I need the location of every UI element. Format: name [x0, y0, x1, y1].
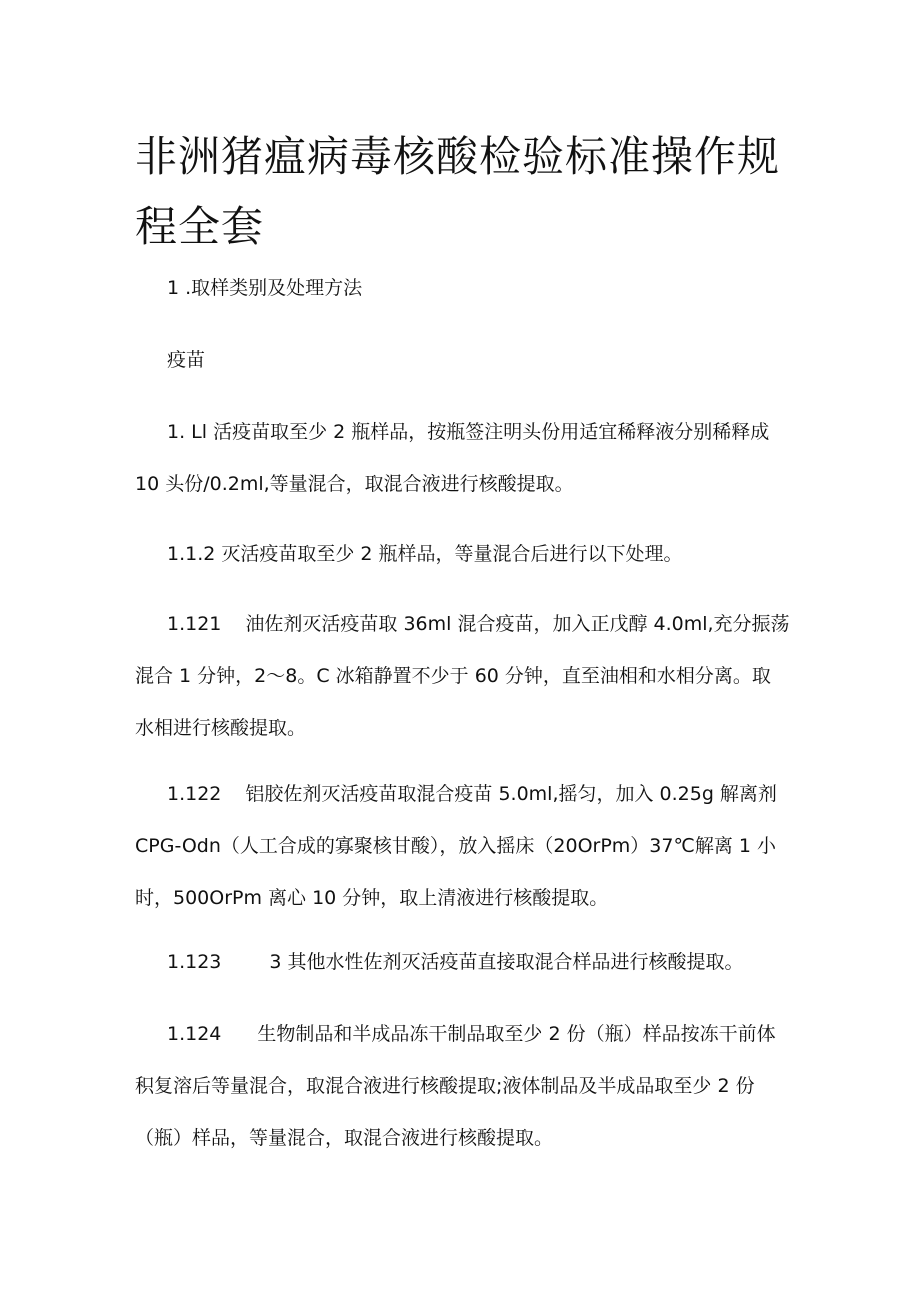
paragraph-line: CPG-Odn（人工合成的寡聚核甘酸），放入摇床（20OrPm）37℃解离 1 小 — [135, 835, 776, 857]
paragraph-1-122 — [135, 768, 795, 924]
clause-number: 1.121 — [167, 613, 222, 635]
paragraph-line: 铝胶佐剂灭活疫苗取混合疫苗 5.0ml,摇匀，加入 0.25g 解离剂 — [245, 783, 777, 805]
clause-number: 1.122 — [167, 783, 222, 805]
paragraph-1-1-2 — [135, 528, 795, 580]
paragraph-1-123 — [135, 936, 795, 988]
paragraph-line: 水相进行核酸提取。 — [135, 717, 307, 739]
clause-number: 1.123 — [167, 951, 222, 973]
subsection-heading: 疫苗 — [167, 349, 206, 371]
paragraph-line: 混合 1 分钟，2〜8。C 冰箱静置不少于 60 分钟，直至油相和水相分离。取 — [135, 665, 771, 687]
paragraph-line: 油佐剂灭活疫苗取 36ml 混合疫苗，加入正戊醇 4.0ml,充分振荡 — [245, 613, 790, 635]
title-line-1: 非洲猪瘟病毒核酸检验标准操作规 — [135, 132, 781, 181]
paragraph-line: 10 头份/0.2ml,等量混合，取混合液进行核酸提取。 — [135, 473, 574, 495]
clause-number: 1.124 — [167, 1023, 222, 1045]
paragraph-1-124 — [135, 1008, 795, 1164]
paragraph-line: （瓶）样品，等量混合，取混合液进行核酸提取。 — [135, 1127, 554, 1149]
document-title — [135, 122, 795, 262]
paragraph-line: 1.1.2 灭活疫苗取至少 2 瓶样品，等量混合后进行以下处理。 — [167, 543, 683, 565]
title-line-2: 程全套 — [135, 202, 265, 251]
paragraph-line: 积复溶后等量混合，取混合液进行核酸提取;液体制品及半成品取至少 2 份 — [135, 1075, 755, 1097]
paragraph-line: 3 其他水性佐剂灭活疫苗直接取混合样品进行核酸提取。 — [269, 951, 744, 973]
paragraph-line: 1. Ll 活疫苗取至少 2 瓶样品，按瓶签注明头份用适宜稀释液分别稀释成 — [167, 421, 770, 443]
paragraph-1-1-1 — [135, 406, 795, 510]
section-heading: 1 .取样类别及处理方法 — [167, 277, 363, 299]
paragraph-1-121 — [135, 598, 795, 754]
paragraph-line: 时，500OrPm 离心 10 分钟，取上清液进行核酸提取。 — [135, 887, 609, 909]
paragraph-line: 生物制品和半成品冻干制品取至少 2 份（瓶）样品按冻干前体 — [257, 1023, 776, 1045]
